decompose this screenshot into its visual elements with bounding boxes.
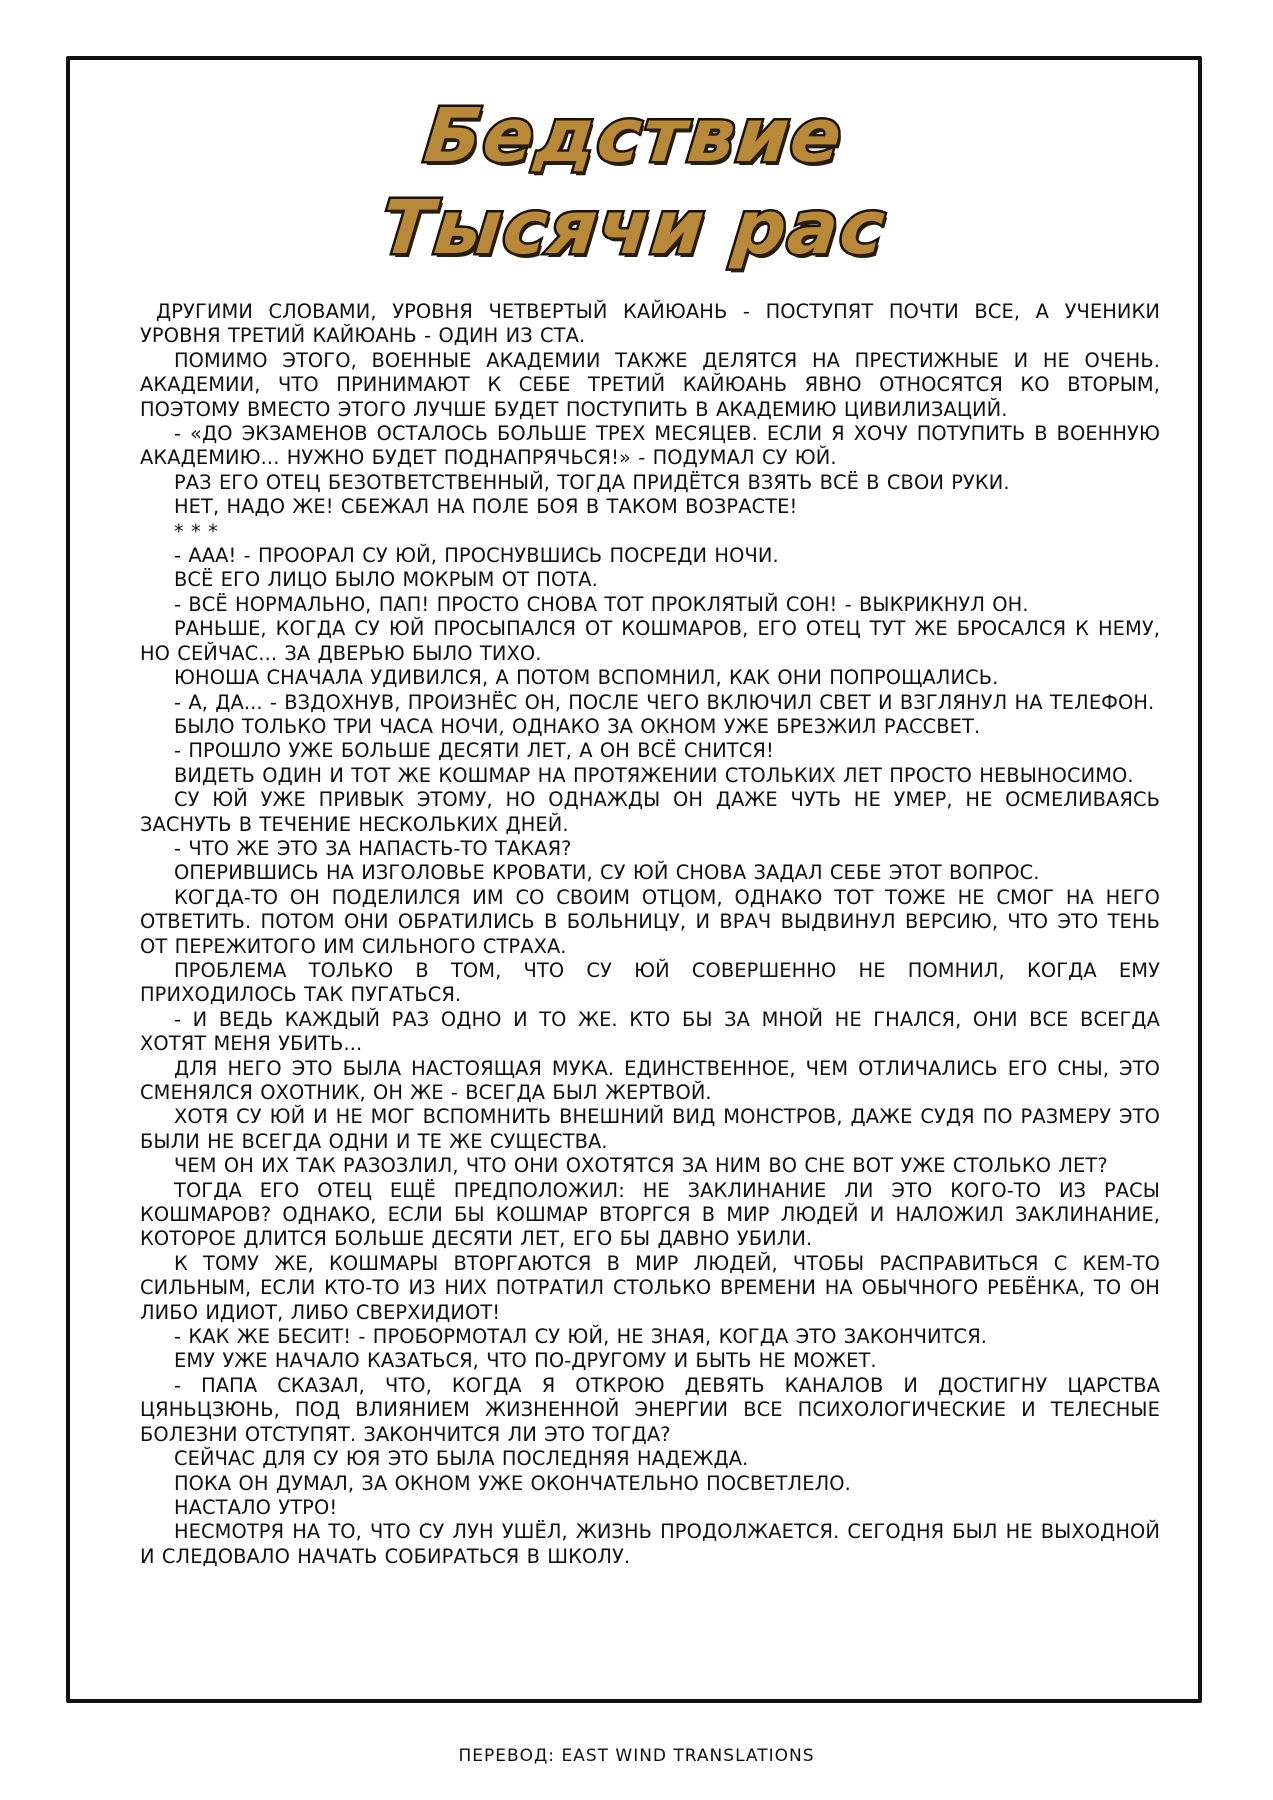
paragraph: НАСТАЛО УТРО! — [174, 1495, 338, 1519]
paragraph: ЧЕМ ОН ИХ ТАК РАЗОЗЛИЛ, ЧТО ОНИ ОХОТЯТСЯ ЗА НИМ ВО СНЕ ВОТ УЖЕ СТОЛЬКО ЛЕТ? — [174, 1154, 1108, 1178]
paragraph: К ТОМУ ЖЕ, КОШМАРЫ ВТОРГАЮТСЯ В МИР ЛЮДЕЙ, ЧТОБЫ РАСПРАВИТЬСЯ С КЕМ-ТО СИЛЬНЫМ, ЕСЛИ КТО-ТО ИЗ НИХ ПОТРАТИЛ СТОЛЬКО ВРЕМЕНИ НА ОБЫЧНОГО РЕБЁНКА, ТО ОН ЛИБО ИДИОТ, ЛИБО СВЕРХИДИОТ! — [140, 1251, 1160, 1324]
paragraph: БЫЛО ТОЛЬКО ТРИ ЧАСА НОЧИ, ОДНАКО ЗА ОКНОМ УЖЕ БРЕЗЖИЛ РАССВЕТ. — [174, 714, 981, 738]
translation-credit: ПЕРЕВОД: EAST WIND TRANSLATIONS — [458, 1746, 815, 1766]
title-line-1: Бедствие — [420, 93, 848, 179]
paragraph: ЮНОША СНАЧАЛА УДИВИЛСЯ, А ПОТОМ ВСПОМНИЛ, КАК ОНИ ПОПРОЩАЛИСЬ. — [174, 666, 999, 690]
paragraph: ВСЁ ЕГО ЛИЦО БЫЛО МОКРЫМ ОТ ПОТА. — [174, 568, 598, 592]
title-line-2: Тысячи рас — [377, 185, 891, 271]
paragraph: СЕЙЧАС ДЛЯ СУ ЮЯ ЭТО БЫЛА ПОСЛЕДНЯЯ НАДЕЖДА. — [174, 1447, 749, 1471]
paragraph: ПОМИМО ЭТОГО, ВОЕННЫЕ АКАДЕМИИ ТАКЖЕ ДЕЛЯТСЯ НА ПРЕСТИЖНЫЕ И НЕ ОЧЕНЬ. АКАДЕМИИ, ЧТО ПРИНИМАЮТ К СЕБЕ ТРЕТИЙ КАЙЮАНЬ ЯВНО ОТНОСЯТСЯ КО ВТОРЫМ, ПОЭТОМУ ВМЕСТО ЭТОГО ЛУЧШЕ БУДЕТ ПОСТУПИТЬ В АКАДЕМИЮ ЦИВИЛИЗАЦИЙ. — [140, 348, 1160, 421]
story-text — [140, 300, 1160, 1569]
paragraph: СУ ЮЙ УЖЕ ПРИВЫК ЭТОМУ, НО ОДНАЖДЫ ОН ДАЖЕ ЧУТЬ НЕ УМЕР, НЕ ОСМЕЛИВАЯСЬ ЗАСНУТЬ В ТЕЧЕНИЕ НЕСКОЛЬКИХ ДНЕЙ. — [140, 788, 1160, 836]
paragraph: ПРОБЛЕМА ТОЛЬКО В ТОМ, ЧТО СУ ЮЙ СОВЕРШЕННО НЕ ПОМНИЛ, КОГДА ЕМУ ПРИХОДИЛОСЬ ТАК ПУГАТЬСЯ. — [140, 958, 1160, 1007]
paragraph: ВИДЕТЬ ОДИН И ТОТ ЖЕ КОШМАР НА ПРОТЯЖЕНИИ СТОЛЬКИХ ЛЕТ ПРОСТО НЕВЫНОСИМО. — [174, 763, 1134, 787]
paragraph: ПОКА ОН ДУМАЛ, ЗА ОКНОМ УЖЕ ОКОНЧАТЕЛЬНО ПОСВЕТЛЕЛО. — [174, 1471, 851, 1495]
paragraph: НЕСМОТРЯ НА ТО, ЧТО СУ ЛУН УШЁЛ, ЖИЗНЬ ПРОДОЛЖАЕТСЯ. СЕГОДНЯ БЫЛ НЕ ВЫХОДНОЙ И СЛЕДОВАЛО НАЧАТЬ СОБИРАТЬСЯ В ШКОЛУ. — [140, 1520, 1160, 1568]
page-frame — [66, 56, 1202, 1703]
paragraph: - А, ДА... - ВЗДОХНУВ, ПРОИЗНЁС ОН, ПОСЛЕ ЧЕГО ВКЛЮЧИЛ СВЕТ И ВЗГЛЯНУЛ НА ТЕЛЕФОН. — [174, 690, 1155, 714]
paragraph: - ВСЁ НОРМАЛЬНО, ПАП! ПРОСТО СНОВА ТОТ ПРОКЛЯТЫЙ СОН! - ВЫКРИКНУЛ ОН. — [174, 592, 1029, 616]
paragraph: ДРУГИМИ СЛОВАМИ, УРОВНЯ ЧЕТВЕРТЫЙ КАЙЮАНЬ - ПОСТУПЯТ ПОЧТИ ВСЕ, А УЧЕНИКИ УРОВНЯ ТРЕТИЙ КАЙЮАНЬ - ОДИН ИЗ СТА. — [140, 300, 1160, 348]
paragraph: - ААА! - ПРООРАЛ СУ ЮЙ, ПРОСНУВШИСЬ ПОСРЕДИ НОЧИ. — [174, 544, 779, 568]
paragraph: ОПЕРИВШИСЬ НА ИЗГОЛОВЬЕ КРОВАТИ, СУ ЮЙ СНОВА ЗАДАЛ СЕБЕ ЭТОТ ВОПРОС. — [174, 861, 1040, 885]
paragraph: ХОТЯ СУ ЮЙ И НЕ МОГ ВСПОМНИТЬ ВНЕШНИЙ ВИД МОНСТРОВ, ДАЖЕ СУДЯ ПО РАЗМЕРУ ЭТО БЫЛИ НЕ ВСЕГДА ОДНИ И ТЕ ЖЕ СУЩЕСТВА. — [140, 1105, 1160, 1153]
scene-separator: * * * — [174, 519, 218, 543]
page-title — [70, 90, 1198, 274]
paragraph: - ПРОШЛО УЖЕ БОЛЬШЕ ДЕСЯТИ ЛЕТ, А ОН ВСЁ СНИТСЯ! — [174, 739, 774, 763]
paragraph: РАНЬШЕ, КОГДА СУ ЮЙ ПРОСЫПАЛСЯ ОТ КОШМАРОВ, ЕГО ОТЕЦ ТУТ ЖЕ БРОСАЛСЯ К НЕМУ, НО СЕЙЧАС... ЗА ДВЕРЬЮ БЫЛО ТИХО. — [140, 617, 1160, 665]
paragraph: ЕМУ УЖЕ НАЧАЛО КАЗАТЬСЯ, ЧТО ПО-ДРУГОМУ И БЫТЬ НЕ МОЖЕТ. — [174, 1349, 877, 1373]
paragraph: ДЛЯ НЕГО ЭТО БЫЛА НАСТОЯЩАЯ МУКА. ЕДИНСТВЕННОЕ, ЧЕМ ОТЛИЧАЛИСЬ ЕГО СНЫ, ЭТО СМЕНЯЛСЯ ОХОТНИК, ОН ЖЕ - ВСЕГДА БЫЛ ЖЕРТВОЙ. — [140, 1056, 1160, 1104]
paragraph: КОГДА-ТО ОН ПОДЕЛИЛСЯ ИМ СО СВОИМ ОТЦОМ, ОДНАКО ТОТ ТОЖЕ НЕ СМОГ НА НЕГО ОТВЕТИТЬ. ПОТОМ ОНИ ОБРАТИЛИСЬ В БОЛЬНИЦУ, И ВРАЧ ВЫДВИНУЛ ВЕРСИЮ, ЧТО ЭТО ТЕНЬ ОТ ПЕРЕЖИТОГО ИМ СИЛЬНОГО СТРАХА. — [140, 885, 1160, 958]
paragraph: - ПАПА СКАЗАЛ, ЧТО, КОГДА Я ОТКРОЮ ДЕВЯТЬ КАНАЛОВ И ДОСТИГНУ ЦАРСТВА ЦЯНЬЦЗЮНЬ, ПОД ВЛИЯНИЕМ ЖИЗНЕННОЙ ЭНЕРГИИ ВСЕ ПСИХОЛОГИЧЕСКИЕ И ТЕЛЕСНЫЕ БОЛЕЗНИ ОТСТУПЯТ. ЗАКОНЧИТСЯ ЛИ ЭТО ТОГДА? — [140, 1373, 1160, 1446]
paragraph: - ЧТО ЖЕ ЭТО ЗА НАПАСТЬ-ТО ТАКАЯ? — [174, 836, 572, 860]
paragraph: - КАК ЖЕ БЕСИТ! - ПРОБОРМОТАЛ СУ ЮЙ, НЕ ЗНАЯ, КОГДА ЭТО ЗАКОНЧИТСЯ. — [174, 1325, 988, 1349]
paragraph: ТОГДА ЕГО ОТЕЦ ЕЩЁ ПРЕДПОЛОЖИЛ: НЕ ЗАКЛИНАНИЕ ЛИ ЭТО КОГО-ТО ИЗ РАСЫ КОШМАРОВ? ОДНАКО, ЕСЛИ БЫ КОШМАР ВТОРГСЯ В МИР ЛЮДЕЙ И НАЛОЖИЛ ЗАКЛИНАНИЕ, КОТОРОЕ ДЛИТСЯ БОЛЬШЕ ДЕСЯТИ ЛЕТ, ЕГО БЫ ДАВНО УБИЛИ. — [140, 1178, 1160, 1251]
paragraph: НЕТ, НАДО ЖЕ! СБЕЖАЛ НА ПОЛЕ БОЯ В ТАКОМ ВОЗРАСТЕ! — [174, 495, 798, 519]
paragraph: - И ВЕДЬ КАЖДЫЙ РАЗ ОДНО И ТО ЖЕ. КТО БЫ ЗА МНОЙ НЕ ГНАЛСЯ, ОНИ ВСЕ ВСЕГДА ХОТЯТ МЕНЯ УБИТЬ... — [140, 1007, 1160, 1056]
paragraph: РАЗ ЕГО ОТЕЦ БЕЗОТВЕТСТВЕННЫЙ, ТОГДА ПРИДЁТСЯ ВЗЯТЬ ВСЁ В СВОИ РУКИ. — [174, 470, 1010, 494]
paragraph: - «ДО ЭКЗАМЕНОВ ОСТАЛОСЬ БОЛЬШЕ ТРЕХ МЕСЯЦЕВ. ЕСЛИ Я ХОЧУ ПОТУПИТЬ В ВОЕННУЮ АКАДЕМИЮ... НУЖНО БУДЕТ ПОДНАПРЯЧЬСЯ!» - ПОДУМАЛ СУ ЮЙ. — [140, 422, 1160, 470]
